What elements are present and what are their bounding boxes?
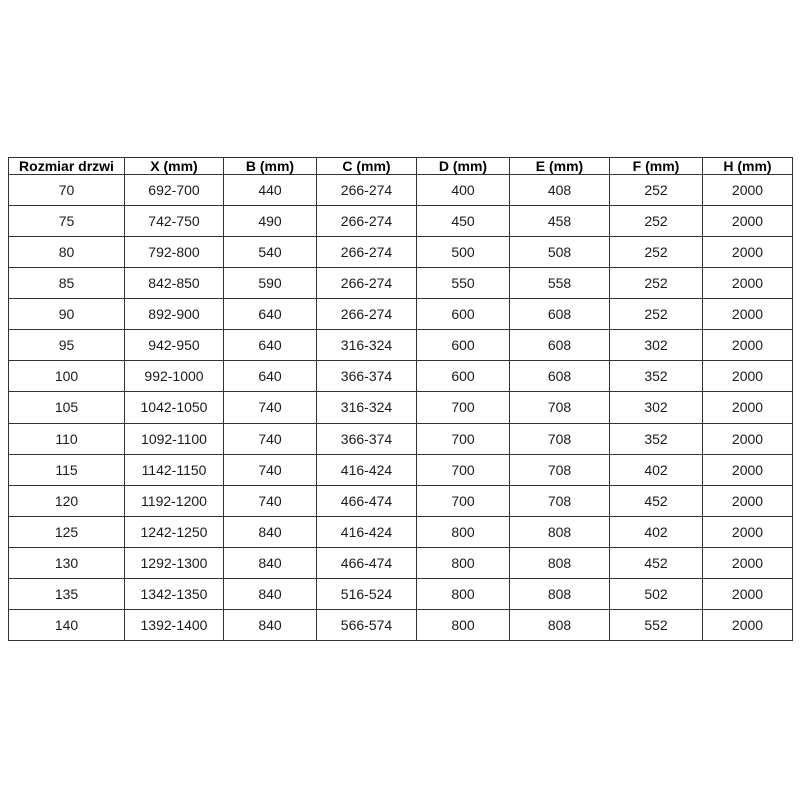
table-cell: 742-750 bbox=[125, 206, 224, 237]
table-cell: 266-274 bbox=[317, 175, 417, 206]
table-cell: 808 bbox=[510, 578, 610, 609]
table-row bbox=[9, 485, 793, 516]
table-cell: 266-274 bbox=[317, 299, 417, 330]
table-cell: 402 bbox=[610, 516, 703, 547]
table-cell: 708 bbox=[510, 423, 610, 454]
table-cell: 840 bbox=[224, 609, 317, 640]
table-cell: 740 bbox=[224, 454, 317, 485]
table-cell: 700 bbox=[417, 423, 510, 454]
table-cell: 70 bbox=[9, 175, 125, 206]
table-cell: 600 bbox=[417, 361, 510, 392]
table-cell: 808 bbox=[510, 609, 610, 640]
table-cell: 2000 bbox=[703, 392, 793, 423]
table-cell: 640 bbox=[224, 299, 317, 330]
table-row bbox=[9, 578, 793, 609]
table-cell: 452 bbox=[610, 547, 703, 578]
column-header-7: H (mm) bbox=[703, 158, 793, 175]
table-row bbox=[9, 361, 793, 392]
table-row bbox=[9, 175, 793, 206]
column-header-4: D (mm) bbox=[417, 158, 510, 175]
table-cell: 2000 bbox=[703, 485, 793, 516]
table-cell: 608 bbox=[510, 361, 610, 392]
table-cell: 500 bbox=[417, 237, 510, 268]
table-row bbox=[9, 237, 793, 268]
table-cell: 708 bbox=[510, 392, 610, 423]
table-header-row bbox=[9, 158, 793, 175]
table-cell: 95 bbox=[9, 330, 125, 361]
table-cell: 552 bbox=[610, 609, 703, 640]
table-row bbox=[9, 299, 793, 330]
table-cell: 508 bbox=[510, 237, 610, 268]
table-cell: 366-374 bbox=[317, 423, 417, 454]
table-cell: 1142-1150 bbox=[125, 454, 224, 485]
table-cell: 266-274 bbox=[317, 268, 417, 299]
door-size-table bbox=[8, 157, 793, 641]
table-cell: 590 bbox=[224, 268, 317, 299]
table-cell: 90 bbox=[9, 299, 125, 330]
table-cell: 740 bbox=[224, 423, 317, 454]
table-cell: 2000 bbox=[703, 330, 793, 361]
column-header-0: Rozmiar drzwi bbox=[9, 158, 125, 175]
table-cell: 2000 bbox=[703, 206, 793, 237]
table-cell: 115 bbox=[9, 454, 125, 485]
table-cell: 100 bbox=[9, 361, 125, 392]
table-row bbox=[9, 547, 793, 578]
table-cell: 2000 bbox=[703, 578, 793, 609]
table-cell: 516-524 bbox=[317, 578, 417, 609]
table-cell: 2000 bbox=[703, 361, 793, 392]
table-cell: 302 bbox=[610, 392, 703, 423]
table-cell: 458 bbox=[510, 206, 610, 237]
table-cell: 252 bbox=[610, 206, 703, 237]
table-cell: 252 bbox=[610, 237, 703, 268]
table-cell: 2000 bbox=[703, 516, 793, 547]
table-cell: 252 bbox=[610, 268, 703, 299]
table-cell: 540 bbox=[224, 237, 317, 268]
table-cell: 600 bbox=[417, 299, 510, 330]
table-cell: 692-700 bbox=[125, 175, 224, 206]
table-cell: 2000 bbox=[703, 609, 793, 640]
column-header-1: X (mm) bbox=[125, 158, 224, 175]
table-cell: 2000 bbox=[703, 547, 793, 578]
table-cell: 80 bbox=[9, 237, 125, 268]
table-cell: 700 bbox=[417, 454, 510, 485]
table-cell: 120 bbox=[9, 485, 125, 516]
table-cell: 402 bbox=[610, 454, 703, 485]
table-cell: 1092-1100 bbox=[125, 423, 224, 454]
table-cell: 640 bbox=[224, 361, 317, 392]
table-row bbox=[9, 268, 793, 299]
table-cell: 2000 bbox=[703, 299, 793, 330]
table-cell: 800 bbox=[417, 609, 510, 640]
column-header-3: C (mm) bbox=[317, 158, 417, 175]
table-cell: 708 bbox=[510, 454, 610, 485]
table-cell: 808 bbox=[510, 516, 610, 547]
table-cell: 1292-1300 bbox=[125, 547, 224, 578]
table-cell: 1192-1200 bbox=[125, 485, 224, 516]
table-cell: 2000 bbox=[703, 268, 793, 299]
table-cell: 600 bbox=[417, 330, 510, 361]
table-cell: 708 bbox=[510, 485, 610, 516]
table-cell: 558 bbox=[510, 268, 610, 299]
table-head bbox=[9, 158, 793, 175]
table-cell: 842-850 bbox=[125, 268, 224, 299]
table-cell: 2000 bbox=[703, 237, 793, 268]
table-cell: 252 bbox=[610, 299, 703, 330]
table-cell: 466-474 bbox=[317, 547, 417, 578]
table-cell: 502 bbox=[610, 578, 703, 609]
table-cell: 252 bbox=[610, 175, 703, 206]
table-cell: 2000 bbox=[703, 454, 793, 485]
table-row bbox=[9, 206, 793, 237]
table-cell: 316-324 bbox=[317, 330, 417, 361]
column-header-5: E (mm) bbox=[510, 158, 610, 175]
table-cell: 452 bbox=[610, 485, 703, 516]
table-cell: 416-424 bbox=[317, 454, 417, 485]
table-cell: 640 bbox=[224, 330, 317, 361]
table-cell: 740 bbox=[224, 485, 317, 516]
table-cell: 450 bbox=[417, 206, 510, 237]
table-cell: 130 bbox=[9, 547, 125, 578]
table-cell: 466-474 bbox=[317, 485, 417, 516]
table-row bbox=[9, 454, 793, 485]
table-cell: 316-324 bbox=[317, 392, 417, 423]
table-cell: 550 bbox=[417, 268, 510, 299]
table-cell: 740 bbox=[224, 392, 317, 423]
table-cell: 408 bbox=[510, 175, 610, 206]
table-cell: 1392-1400 bbox=[125, 609, 224, 640]
table-cell: 840 bbox=[224, 578, 317, 609]
table-cell: 892-900 bbox=[125, 299, 224, 330]
table-row bbox=[9, 516, 793, 547]
table-row bbox=[9, 392, 793, 423]
table-cell: 302 bbox=[610, 330, 703, 361]
table-body bbox=[9, 175, 793, 641]
table-cell: 266-274 bbox=[317, 206, 417, 237]
table-cell: 700 bbox=[417, 485, 510, 516]
table-cell: 608 bbox=[510, 330, 610, 361]
table-row bbox=[9, 423, 793, 454]
table-cell: 992-1000 bbox=[125, 361, 224, 392]
table-cell: 400 bbox=[417, 175, 510, 206]
table-row bbox=[9, 609, 793, 640]
table-cell: 440 bbox=[224, 175, 317, 206]
table-cell: 105 bbox=[9, 392, 125, 423]
table-cell: 266-274 bbox=[317, 237, 417, 268]
table-cell: 566-574 bbox=[317, 609, 417, 640]
table-cell: 840 bbox=[224, 516, 317, 547]
table-cell: 490 bbox=[224, 206, 317, 237]
table-cell: 800 bbox=[417, 516, 510, 547]
table-cell: 75 bbox=[9, 206, 125, 237]
table-cell: 135 bbox=[9, 578, 125, 609]
table-cell: 352 bbox=[610, 423, 703, 454]
table-cell: 1242-1250 bbox=[125, 516, 224, 547]
table-cell: 700 bbox=[417, 392, 510, 423]
table-cell: 808 bbox=[510, 547, 610, 578]
table-cell: 110 bbox=[9, 423, 125, 454]
table-row bbox=[9, 330, 793, 361]
table-cell: 608 bbox=[510, 299, 610, 330]
table-cell: 800 bbox=[417, 547, 510, 578]
table-cell: 800 bbox=[417, 578, 510, 609]
table-cell: 1342-1350 bbox=[125, 578, 224, 609]
table-cell: 840 bbox=[224, 547, 317, 578]
column-header-6: F (mm) bbox=[610, 158, 703, 175]
table-cell: 85 bbox=[9, 268, 125, 299]
table-cell: 416-424 bbox=[317, 516, 417, 547]
table-cell: 140 bbox=[9, 609, 125, 640]
table-cell: 2000 bbox=[703, 423, 793, 454]
table-cell: 942-950 bbox=[125, 330, 224, 361]
table-cell: 366-374 bbox=[317, 361, 417, 392]
table-cell: 1042-1050 bbox=[125, 392, 224, 423]
column-header-2: B (mm) bbox=[224, 158, 317, 175]
table-cell: 352 bbox=[610, 361, 703, 392]
table-cell: 125 bbox=[9, 516, 125, 547]
table-cell: 2000 bbox=[703, 175, 793, 206]
table-cell: 792-800 bbox=[125, 237, 224, 268]
